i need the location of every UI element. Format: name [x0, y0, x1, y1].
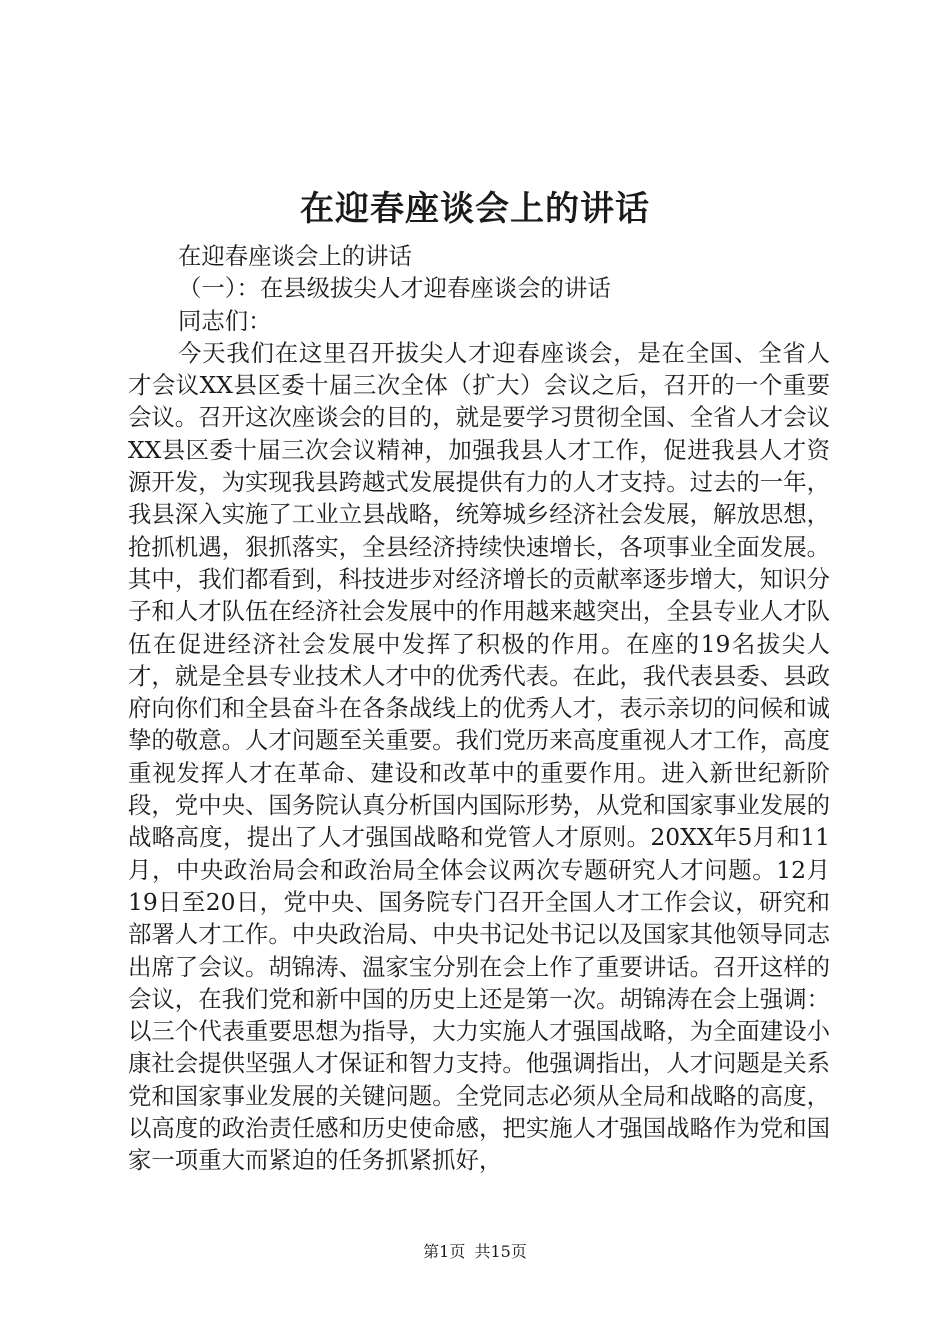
page-footer	[0, 1240, 950, 1264]
body-paragraph: 今天我们在这里召开拔尖人才迎春座谈会，是在全国、全省人才会议XX县区委十届三次全体（扩大）会议之后，召开的一个重要会议。召开这次座谈会的目的，就是要学习贯彻全国、全省人才会议XX县区委十届三次会议精神，加强我县人才工作，促进我县人才资源开发，为实现我县跨越式发展提供有力的人才支持。过去的一年，我县深入实施了工业立县战略，统筹城乡经济社会发展，解放思想，抢抓机遇，狠抓落实，全县经济持续快速增长，各项事业全面发展。其中，我们都看到，科技进步对经济增长的贡献率逐步增大，知识分子和人才队伍在经济社会发展中的作用越来越突出，全县专业人才队伍在促进经济社会发展中发挥了积极的作用。在座的19名拔尖人才，就是全县专业技术人才中的优秀代表。在此，我代表县委、县政府向你们和全县奋斗在各条战线上的优秀人才，表示亲切的问候和诚挚的敬意。人才问题至关重要。我们党历来高度重视人才工作，高度重视发挥人才在革命、建设和改革中的重要作用。进入新世纪新阶段，党中央、国务院认真分析国内国际形势，从党和国家事业发展的战略高度，提出了人才强国战略和党管人才原则。20XX年5月和11月，中央政治局会和政治局全体会议两次专题研究人才问题。12月19日至20日，党中央、国务院专门召开全国人才工作会议，研究和部署人才工作。中央政治局、中央书记处书记以及国家其他领导同志出席了会议。胡锦涛、温家宝分别在会上作了重要讲话。召开这样的会议，在我们党和新中国的历史上还是第一次。胡锦涛在会上强调：以三个代表重要思想为指导，大力实施人才强国战略，为全面建设小康社会提供坚强人才保证和智力支持。他强调指出，人才问题是关系党和国家事业发展的关键问题。全党同志必须从全局和战略的高度，以高度的政治责任感和历史使命感，把实施人才强国战略作为党和国家一项重大而紧迫的任务抓紧抓好，	[128, 338, 830, 1175]
subtitle: 在迎春座谈会上的讲话	[178, 242, 412, 270]
page-total: 共15页	[474, 1242, 527, 1261]
document-title: 在迎春座谈会上的讲话	[300, 189, 650, 229]
salutation: 同志们：	[178, 306, 272, 335]
page-number: 第1页	[423, 1242, 466, 1261]
section-heading: （一）：在县级拔尖人才迎春座谈会的讲话	[178, 274, 611, 303]
document-body	[128, 240, 830, 1177]
